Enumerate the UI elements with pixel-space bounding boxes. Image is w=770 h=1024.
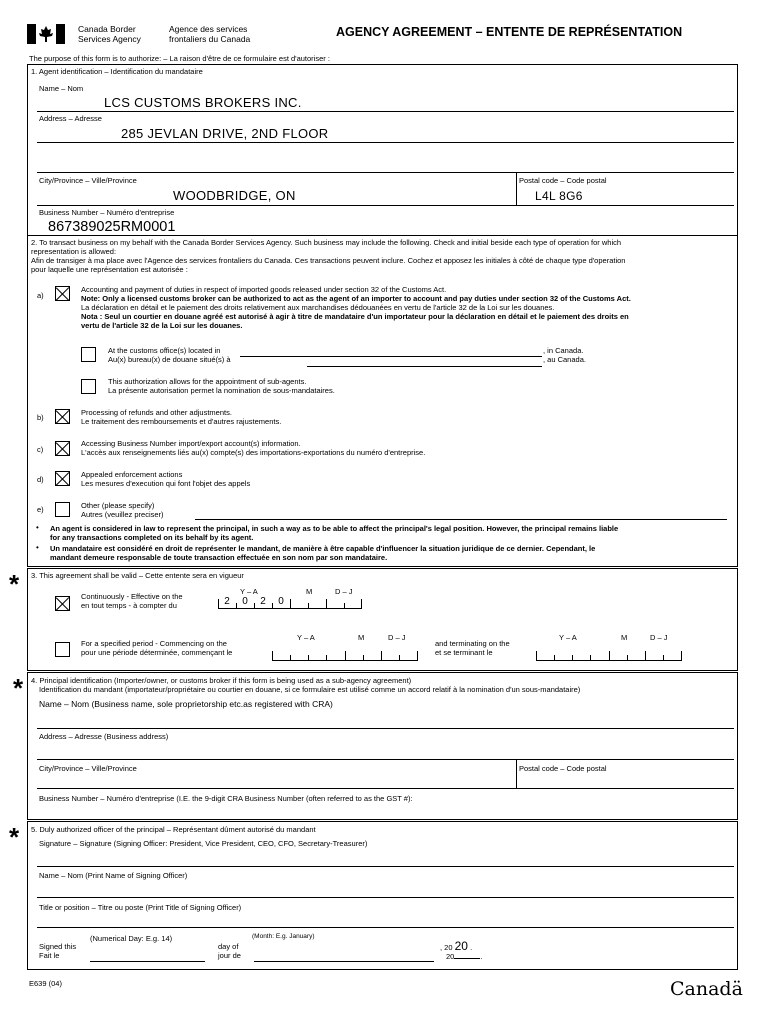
cont-date-digit-2: 0 (242, 596, 248, 607)
bullet-1-line2: for any transactions completed on its behalf by its agent. (50, 533, 254, 542)
option-c-fr: L'accès aux renseignements liés au(x) compte(s) des importations-exportations du numéro d'entreprise. (81, 448, 426, 457)
section2-intro-line2: representation is allowed: (31, 247, 117, 256)
principal-city-label: City/Province – Ville/Province (39, 764, 137, 773)
cont-date-digit-3: 2 (260, 596, 266, 607)
bullet-1: • (36, 523, 39, 532)
bullet-2-text (50, 544, 734, 562)
bullet-1-text (50, 524, 734, 542)
option-e-specify-line[interactable] (195, 519, 727, 520)
principal-bn-label: Business Number – Numéro d'entreprise (39, 794, 175, 803)
option-d-label: d) (37, 475, 44, 484)
dept-en-line1: Canada Border (78, 24, 136, 34)
continuous-date-field[interactable] (218, 598, 362, 609)
canada-wordmark: Canadä (670, 978, 743, 1000)
office-suffix-fr: , au Canada. (543, 355, 586, 364)
subagent-fr: La présente autorisation permet la nomination de sous-mandataires. (108, 386, 335, 395)
dept-name-en (78, 24, 141, 44)
dept-fr-line1: Agence des services (169, 24, 248, 34)
section5-heading: 5. Duly authorized officer of the principal – Représentant dûment autorisé du mandant (31, 825, 316, 834)
continuous-fr: en tout temps - à compter du (81, 601, 177, 610)
agent-bn-value[interactable]: 867389025RM0001 (48, 219, 176, 235)
principal-address-row (39, 732, 168, 741)
principal-bn-row (39, 794, 413, 803)
section3-heading: 3. This agreement shall be valid – Cette entente sera en vigueur (31, 571, 244, 580)
period-fr: pour une période déterminée, commençant le (81, 648, 233, 657)
signed-this-text (39, 942, 76, 960)
signed-month-line[interactable] (254, 961, 434, 962)
signer-title-row (39, 903, 241, 912)
signer-title-hint: (Print Title of Signing Officer) (145, 903, 242, 912)
agent-city-value[interactable]: WOODBRIDGE, ON (173, 188, 296, 203)
agent-city-line (37, 205, 734, 206)
option-c-en: Accessing Business Number import/export account(s) information. (81, 439, 301, 448)
section2-intro-line4: pour laquelle une représentation est autorisée : (31, 265, 188, 274)
principal-address-hint: (Business address) (104, 732, 169, 741)
period-en: For a specified period - Commencing on the (81, 639, 227, 648)
dept-name-fr (169, 24, 250, 44)
principal-name-hint: (Business name, sole proprietorship etc.as registered with CRA) (91, 699, 333, 709)
agent-name-label: Name – Nom (39, 84, 84, 93)
agent-address-label: Address – Adresse (39, 114, 102, 123)
customs-office-checkbox[interactable] (81, 347, 96, 362)
cont-date-digit-1: 2 (224, 596, 230, 607)
option-a-note-fr2: vertu de l'article 32 de la Loi sur les douanes. (81, 321, 243, 330)
signed-day-line[interactable] (90, 961, 205, 962)
agent-address-value[interactable]: 285 JEVLAN DRIVE, 2ND FLOOR (121, 126, 329, 141)
subagent-en: This authorization allows for the appointment of sub-agents. (108, 377, 307, 386)
signature-hint: (Signing Officer: President, Vice President, CEO, CFO, Secretary-Treasurer) (113, 839, 368, 848)
cont-date-hdr-d: D – J (335, 587, 353, 596)
required-star-4: * (13, 673, 24, 703)
year-prefix-fr: 20 (446, 952, 455, 961)
section2-intro-line3: Afin de transiger à ma place avec l'Agence des services frontaliers du Canada. Ces transactions peuvent inclure. Cochez et apposez les initiales à côté de chaque type d'operation (31, 256, 626, 265)
principal-postal-label: Postal code – Code postal (519, 764, 607, 773)
agent-name-value[interactable]: LCS CUSTOMS BROKERS INC. (104, 95, 302, 110)
continuous-checkbox[interactable] (55, 596, 70, 611)
agent-postal-label: Postal code – Code postal (519, 176, 607, 185)
customs-office-suffix (543, 346, 586, 364)
day-of-en: day of (218, 942, 239, 951)
purpose-text: The purpose of this form is to authorize: – La raison d'être de ce formulaire est d'autoriser : (29, 54, 330, 63)
agent-address-line (37, 142, 734, 143)
option-e-label: e) (37, 505, 44, 514)
customs-office-line1 (240, 356, 542, 357)
terminating-fr: et se terminant le (435, 648, 493, 657)
cont-date-digit-4: 0 (278, 596, 284, 607)
maple-leaf-icon (27, 24, 65, 44)
section2-intro-line1: 2. To transact business on my behalf with the Canada Border Services Agency. Such business may include the following. Check and initial beside each type of operation for which (31, 238, 622, 247)
principal-address-line[interactable] (37, 759, 734, 760)
cont-date-hdr-y: Y – A (240, 587, 258, 596)
option-d-en: Appealed enforcement actions (81, 470, 183, 479)
dept-en-line2: Services Agency (78, 34, 141, 44)
end-date-hdr-y: Y – A (559, 633, 577, 642)
customs-office-line2 (307, 366, 542, 367)
bullet-2-line1: Un mandataire est considéré en droit de représenter le mandant, de manière à être capable d'influencer la situation juridique de ce dernier. Cependant, le (50, 544, 596, 553)
option-a-line1: Accounting and payment of duties in respect of imported goods released under section 32 of the Customs Act. (81, 285, 447, 294)
form-title: AGENCY AGREEMENT – ENTENTE DE REPRÉSENTATION (336, 25, 683, 39)
signer-title-label: Title or position – Titre ou poste (39, 903, 144, 912)
option-a-checkbox[interactable] (55, 286, 70, 301)
principal-address-label: Address – Adresse (39, 732, 102, 741)
end-date-hdr-m: M (621, 633, 628, 642)
year-suffix-fr: . (480, 952, 483, 961)
year-value[interactable]: 20 (454, 939, 468, 953)
option-c-text (81, 439, 425, 457)
office-suffix-en: , in Canada. (543, 346, 584, 355)
end-date-hdr-d: D – J (650, 633, 668, 642)
option-c-checkbox[interactable] (55, 441, 70, 456)
canada-flag-logo (27, 24, 65, 44)
option-b-checkbox[interactable] (55, 409, 70, 424)
signer-title-line[interactable] (37, 927, 734, 928)
period-checkbox[interactable] (55, 642, 70, 657)
section4-heading (31, 676, 580, 694)
signed-this-en: Signed this (39, 942, 77, 951)
customs-office-text (108, 346, 231, 364)
principal-name-label: Name – Nom (39, 699, 90, 709)
principal-city-postal-divider (516, 760, 517, 789)
signer-name-hint: (Print Name of Signing Officer) (85, 871, 188, 880)
signer-name-label: Name – Nom (39, 871, 84, 880)
start-date-hdr-y: Y – A (297, 633, 315, 642)
option-e-text (81, 501, 164, 519)
subagent-checkbox[interactable] (81, 379, 96, 394)
signer-name-row (39, 871, 187, 880)
cont-date-hdr-m: M (306, 587, 313, 596)
terminating-text (435, 639, 510, 657)
principal-name-row (39, 700, 333, 709)
required-star-3: * (9, 569, 20, 599)
year-suffix-en: . (470, 943, 473, 952)
day-hint: (Numerical Day: E.g. 14) (90, 934, 173, 943)
bullet-2: • (36, 543, 39, 552)
customs-office-fr: Au(x) bureau(x) de douane situé(s) à (108, 355, 231, 364)
month-hint: (Month: E.g. January) (252, 933, 315, 940)
start-date-hdr-d: D – J (388, 633, 406, 642)
option-a-note-en: Note: Only a licensed customs broker can be authorized to act as the agent of an importer to account and pay duties under section 32 of the Customs Act. (81, 294, 631, 303)
agent-bn-label: Business Number – Numéro d'entreprise (39, 208, 175, 217)
option-b-label: b) (37, 413, 44, 422)
signature-label: Signature – Signature (39, 839, 112, 848)
customs-office-en: At the customs office(s) located in (108, 346, 221, 355)
day-of-text (218, 942, 241, 960)
option-b-fr: Le traitement des remboursements et d'autres rajustements. (81, 417, 282, 426)
option-d-text (81, 470, 250, 488)
signer-name-line[interactable] (37, 897, 734, 898)
principal-city-line[interactable] (37, 788, 734, 789)
bullet-2-line2: mandant demeure responsable de toute transaction effectuée en son nom par son mandataire. (50, 553, 388, 562)
agent-name-line (37, 111, 734, 112)
day-of-fr: jour de (218, 951, 241, 960)
bullet-1-line1: An agent is considered in law to represent the principal, in such a way as to be able to affect the principal's legal position. However, the principal remains liable (50, 524, 619, 533)
city-postal-divider (516, 173, 517, 206)
year-prefix-en: , 20 (440, 943, 453, 952)
section1-heading: 1. Agent identification – Identification du mandataire (31, 67, 203, 76)
option-b-en: Processing of refunds and other adjustments. (81, 408, 232, 417)
start-date-field[interactable] (272, 650, 418, 661)
year-text (440, 939, 483, 961)
dept-fr-line2: frontaliers du Canada (169, 34, 251, 44)
principal-name-line[interactable] (37, 728, 734, 729)
period-text (81, 639, 232, 657)
continuous-en: Continuously - Effective on the (81, 592, 183, 601)
option-a-line2: La déclaration en détail et le paiement des droits relativement aux marchandises dédouanées en vertu de l'article 32 de la Loi sur les douanes. (81, 303, 555, 312)
option-d-checkbox[interactable] (55, 471, 70, 486)
option-a-note-fr1: Nota : Seul un courtier en douane agréé est autorisé à agir à titre de mandataire d'un importateur pour la déclaration en détail et le paiement des droits en (81, 312, 629, 321)
section1-bottom-line (28, 235, 738, 236)
option-b-text (81, 408, 281, 426)
section4-heading-en: 4. Principal identification (Importer/owner, or customs broker if this form is being used as a sub-agency agreement) (31, 676, 412, 685)
terminating-en: and terminating on the (435, 639, 510, 648)
option-a-text (81, 285, 731, 330)
continuous-text (81, 592, 183, 610)
agent-postal-value[interactable]: L4L 8G6 (535, 189, 583, 203)
agent-city-label: City/Province – Ville/Province (39, 176, 137, 185)
signature-line[interactable] (37, 866, 734, 867)
agent-address-line2 (37, 172, 734, 173)
option-a-label: a) (37, 291, 44, 300)
signed-this-fr: Fait le (39, 951, 60, 960)
subagent-text (108, 377, 335, 395)
required-star-5: * (9, 822, 20, 852)
option-c-label: c) (37, 445, 44, 454)
principal-bn-hint: (I.E. the 9-digit CRA Business Number (often referred to as the GST #): (176, 794, 413, 803)
option-d-fr: Les mesures d'execution qui font l'objet des appels (81, 479, 251, 488)
option-e-checkbox[interactable] (55, 502, 70, 517)
form-number: E639 (04) (29, 979, 62, 988)
start-date-hdr-m: M (358, 633, 365, 642)
section2-intro (31, 238, 625, 274)
option-e-en: Other (please specify) (81, 501, 155, 510)
option-e-fr: Autres (veuillez preciser) (81, 510, 164, 519)
signature-row (39, 839, 367, 848)
section4-heading-fr: Identification du mandant (importateur/propriétaire ou courtier en douane, si ce formulaire est utilisé comme un accord relatif à la nomination d'un sous-mandataire) (39, 685, 581, 694)
end-date-field[interactable] (536, 650, 682, 661)
